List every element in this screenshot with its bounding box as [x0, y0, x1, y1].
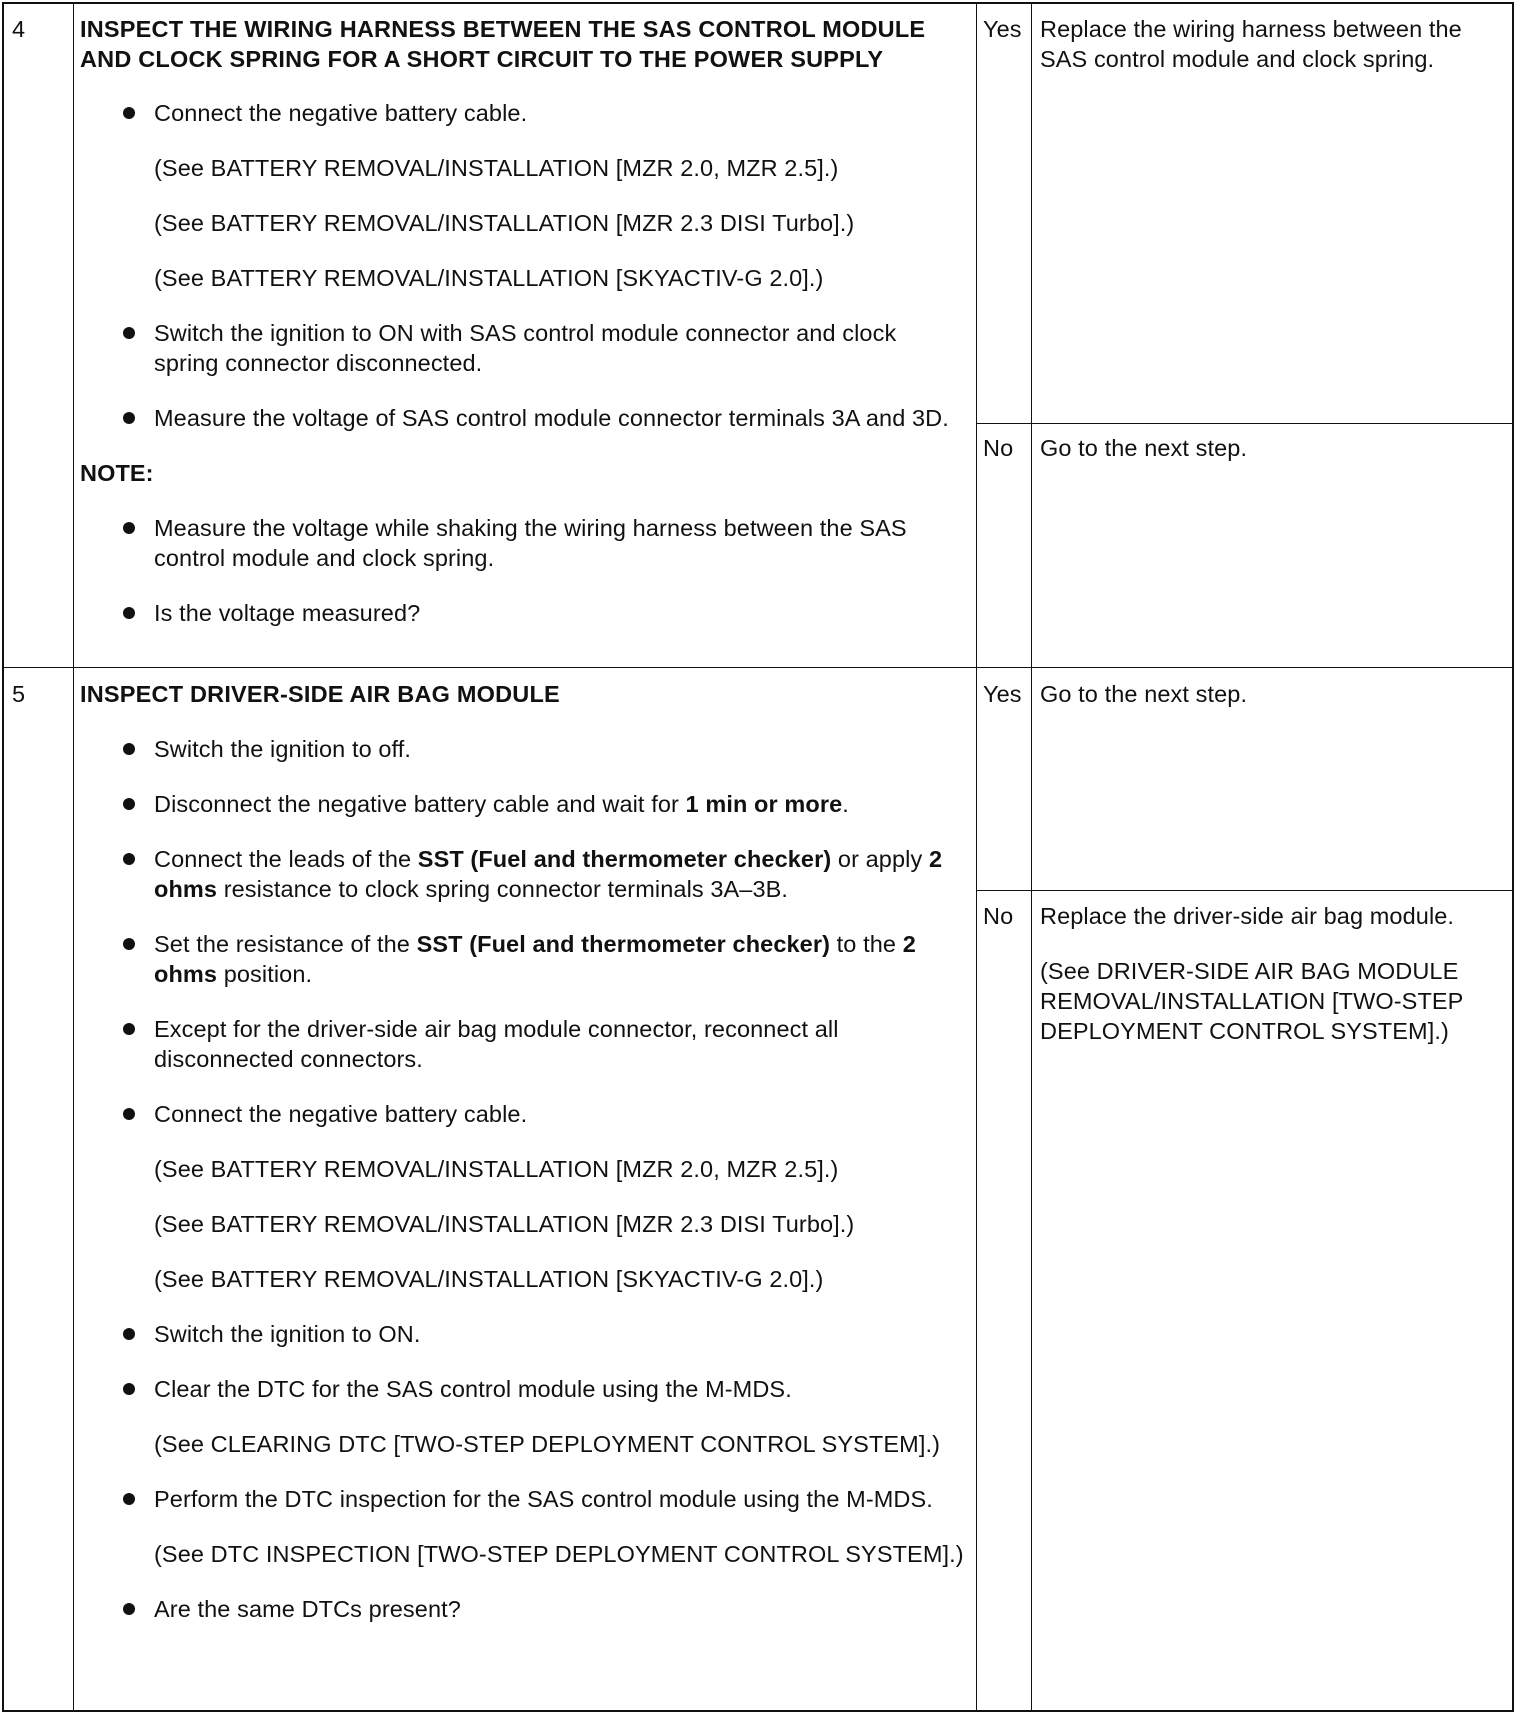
list-item: Measure the voltage of SAS control module connector terminals 3A and 3D.: [80, 403, 966, 433]
step-number: 4: [12, 16, 26, 42]
no-action: Go to the next step.: [1040, 435, 1248, 461]
column-divider: [1031, 4, 1032, 1710]
yes-label: Yes: [983, 681, 1022, 707]
bullet-icon: [123, 743, 135, 755]
list-item: Clear the DTC for the SAS control module using the M-MDS.: [80, 1374, 966, 1404]
list-item: Switch the ignition to ON with SAS control module connector and clock spring connector disconnected.: [80, 318, 966, 378]
column-divider: [976, 4, 977, 1710]
no-label: No: [983, 435, 1014, 461]
list-item: Perform the DTC inspection for the SAS control module using the M-MDS.: [80, 1484, 966, 1514]
yes-action: Go to the next step.: [1040, 681, 1248, 707]
reference-link[interactable]: (See BATTERY REMOVAL/INSTALLATION [MZR 2.0, MZR 2.5].): [154, 155, 839, 181]
bullet-icon: [123, 522, 135, 534]
no-action-block: [1040, 892, 1510, 1071]
column-divider: [73, 4, 74, 1710]
bullet-icon: [123, 938, 135, 950]
yes-action: Replace the wiring harness between the SAS control module and clock spring.: [1040, 16, 1462, 72]
step-number: 5: [12, 681, 26, 707]
bullet-icon: [123, 607, 135, 619]
list-item: Switch the ignition to ON.: [80, 1319, 966, 1349]
reference-link[interactable]: (See BATTERY REMOVAL/INSTALLATION [MZR 2.0, MZR 2.5].): [154, 1156, 839, 1182]
reference-link[interactable]: (See BATTERY REMOVAL/INSTALLATION [SKYACTIV-G 2.0].): [154, 1266, 824, 1292]
list-item: Connect the negative battery cable.: [80, 98, 966, 128]
bullet-icon: [123, 1493, 135, 1505]
row-divider: [4, 667, 1512, 668]
list-item: Except for the driver-side air bag module connector, reconnect all disconnected connectors.: [80, 1014, 966, 1074]
list-item: Are the same DTCs present?: [80, 1594, 966, 1624]
step-procedure: [80, 4, 966, 653]
no-action: Replace the driver-side air bag module.: [1040, 903, 1455, 929]
bullet-icon: [123, 1383, 135, 1395]
bullet-icon: [123, 1108, 135, 1120]
step-procedure: [80, 669, 966, 1649]
reference-link[interactable]: (See BATTERY REMOVAL/INSTALLATION [MZR 2.3 DISI Turbo].): [154, 1211, 855, 1237]
troubleshooting-table: [2, 2, 1514, 1712]
reference-link[interactable]: (See BATTERY REMOVAL/INSTALLATION [SKYACTIV-G 2.0].): [154, 265, 824, 291]
yes-label: Yes: [983, 16, 1022, 42]
bullet-icon: [123, 1603, 135, 1615]
note-heading: NOTE:: [80, 460, 154, 486]
bullet-icon: [123, 1023, 135, 1035]
list-item: Set the resistance of the SST (Fuel and thermometer checker) to the 2 ohms position.: [80, 929, 966, 989]
bullet-icon: [123, 412, 135, 424]
step-title: INSPECT DRIVER-SIDE AIR BAG MODULE: [80, 681, 560, 707]
bullet-icon: [123, 1328, 135, 1340]
reference-link[interactable]: (See BATTERY REMOVAL/INSTALLATION [MZR 2.3 DISI Turbo].): [154, 210, 855, 236]
no-label: No: [983, 903, 1014, 929]
list-item: Is the voltage measured?: [80, 598, 966, 628]
bullet-icon: [123, 327, 135, 339]
answer-divider: [976, 890, 1512, 891]
list-item: Switch the ignition to off.: [80, 734, 966, 764]
bullet-icon: [123, 107, 135, 119]
list-item: Connect the negative battery cable.: [80, 1099, 966, 1129]
bullet-icon: [123, 853, 135, 865]
reference-link[interactable]: (See DRIVER-SIDE AIR BAG MODULE REMOVAL/INSTALLATION [TWO-STEP DEPLOYMENT CONTROL SYSTEM].): [1040, 958, 1464, 1044]
list-item: Disconnect the negative battery cable and wait for 1 min or more.: [80, 789, 966, 819]
reference-link[interactable]: (See DTC INSPECTION [TWO-STEP DEPLOYMENT CONTROL SYSTEM].): [154, 1541, 964, 1567]
list-item: Measure the voltage while shaking the wiring harness between the SAS control module and clock spring.: [80, 513, 966, 573]
reference-link[interactable]: (See CLEARING DTC [TWO-STEP DEPLOYMENT CONTROL SYSTEM].): [154, 1431, 940, 1457]
list-item: Connect the leads of the SST (Fuel and thermometer checker) or apply 2 ohms resistance to clock spring connector terminals 3A–3B.: [80, 844, 966, 904]
step-title: INSPECT THE WIRING HARNESS BETWEEN THE SAS CONTROL MODULE AND CLOCK SPRING FOR A SHORT CIRCUIT TO THE POWER SUPPLY: [80, 16, 926, 72]
bullet-icon: [123, 798, 135, 810]
